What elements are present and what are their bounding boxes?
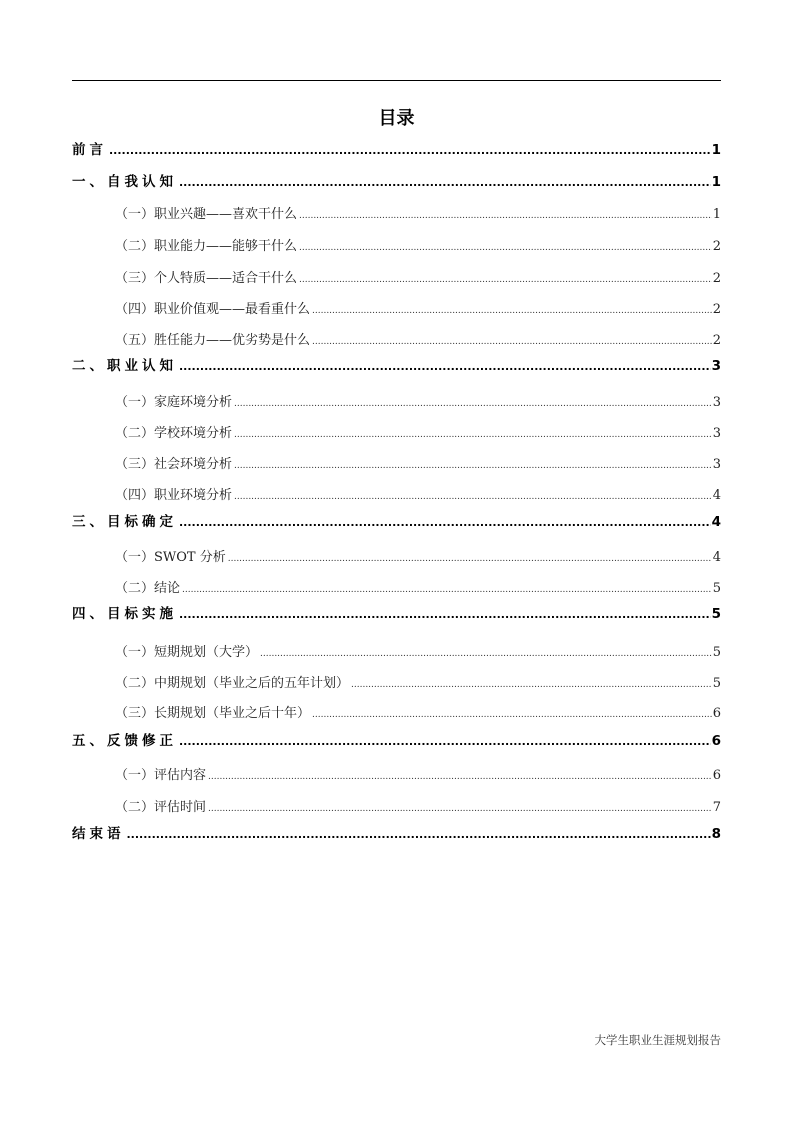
- toc-entry-page: 5: [712, 676, 721, 691]
- toc-entry-label: 五、反馈修正: [72, 733, 177, 749]
- toc-entry-label: （一）短期规划（大学）: [115, 645, 259, 660]
- dot-leader: [234, 487, 712, 506]
- toc-entry-label: （四）职业环境分析: [115, 488, 233, 503]
- toc-entry-label: （五）胜任能力——优劣势是什么: [115, 333, 311, 348]
- toc-entry-label: 二、职业认知: [72, 358, 177, 374]
- dot-leader: [312, 301, 712, 320]
- dot-leader: [109, 141, 711, 160]
- toc-entry[interactable]: [72, 140, 721, 160]
- dot-leader: [208, 799, 712, 818]
- toc-entry-label: （二）职业能力——能够干什么: [115, 239, 298, 254]
- toc-entry-label: （三）社会环境分析: [115, 457, 233, 472]
- toc-entry[interactable]: [115, 424, 721, 444]
- dot-leader: [234, 394, 712, 413]
- dot-leader: [179, 605, 711, 624]
- toc-entry-label: （二）结论: [115, 581, 181, 596]
- toc-entry-page: 6: [712, 706, 721, 721]
- dot-leader: [179, 732, 711, 751]
- toc-entry-page: 5: [712, 581, 721, 596]
- page-title: 目录: [378, 108, 415, 129]
- toc-entry-label: （三）个人特质——适合干什么: [115, 271, 298, 286]
- toc-entry-page: 1: [711, 142, 721, 158]
- toc-entry-label: （三）长期规划（毕业之后十年）: [115, 706, 311, 721]
- toc-entry-label: （二）评估时间: [115, 800, 207, 815]
- toc-entry-page: 1: [712, 207, 721, 222]
- toc-entry[interactable]: [115, 237, 721, 257]
- toc-entry-label: （一）家庭环境分析: [115, 395, 233, 410]
- toc-entry[interactable]: [115, 205, 721, 225]
- toc-entry-page: 2: [712, 239, 721, 254]
- toc-entry-page: 8: [711, 826, 721, 842]
- toc-entry-page: 3: [711, 358, 721, 374]
- toc-entry-label: 四、目标实施: [72, 606, 177, 622]
- toc-entry[interactable]: [72, 512, 721, 532]
- toc-entry-label: （二）学校环境分析: [115, 426, 233, 441]
- dot-leader: [260, 644, 712, 663]
- toc-entry-page: 2: [712, 333, 721, 348]
- toc-entry-label: 三、目标确定: [72, 514, 177, 530]
- toc-entry[interactable]: [115, 455, 721, 475]
- toc-entry-label: （一）职业兴趣——喜欢干什么: [115, 207, 298, 222]
- toc-entry[interactable]: [115, 643, 721, 663]
- toc-entry-page: 3: [712, 426, 721, 441]
- toc-entry[interactable]: [72, 824, 721, 844]
- dot-leader: [228, 549, 712, 568]
- toc-entry-label: （一）评估内容: [115, 768, 207, 783]
- toc-entry[interactable]: [72, 604, 721, 624]
- dot-leader: [351, 675, 712, 694]
- toc-entry[interactable]: [115, 674, 721, 694]
- toc-entry-label: 一、自我认知: [72, 174, 177, 190]
- dot-leader: [234, 425, 712, 444]
- toc-entry[interactable]: [115, 548, 721, 568]
- dot-leader: [179, 513, 711, 532]
- toc-entry[interactable]: [115, 766, 721, 786]
- page-footer: 大学生职业生涯规划报告: [594, 1033, 721, 1047]
- dot-leader: [299, 206, 712, 225]
- toc-entry-page: 4: [711, 514, 721, 530]
- dot-leader: [208, 767, 712, 786]
- toc-entry[interactable]: [72, 731, 721, 751]
- toc-entry-page: 2: [712, 302, 721, 317]
- toc-entry-page: 6: [712, 768, 721, 783]
- toc-entry[interactable]: [72, 356, 721, 376]
- toc-entry[interactable]: [115, 704, 721, 724]
- dot-leader: [127, 825, 711, 844]
- toc-entry[interactable]: [115, 579, 721, 599]
- toc-entry-page: 5: [712, 645, 721, 660]
- toc-entry-label: （一）SWOT 分析: [115, 550, 226, 565]
- dot-leader: [299, 270, 712, 289]
- dot-leader: [182, 580, 712, 599]
- toc-entry[interactable]: [115, 269, 721, 289]
- toc-entry-page: 4: [712, 488, 721, 503]
- toc-entry[interactable]: [115, 798, 721, 818]
- dot-leader: [299, 238, 712, 257]
- dot-leader: [312, 332, 712, 351]
- dot-leader: [179, 357, 711, 376]
- toc-entry-label: （四）职业价值观——最看重什么: [115, 302, 311, 317]
- toc-entry-page: 6: [711, 733, 721, 749]
- dot-leader: [312, 705, 712, 724]
- toc-entry[interactable]: [115, 486, 721, 506]
- toc-entry-page: 3: [712, 457, 721, 472]
- toc-entry-page: 4: [712, 550, 721, 565]
- toc-entry[interactable]: [115, 300, 721, 320]
- dot-leader: [179, 173, 711, 192]
- toc-entry-page: 5: [711, 606, 721, 622]
- toc-entry-page: 2: [712, 271, 721, 286]
- dot-leader: [234, 456, 712, 475]
- toc-entry-label: （二）中期规划（毕业之后的五年计划）: [115, 676, 350, 691]
- toc-entry[interactable]: [72, 172, 721, 192]
- toc-entry-label: 前言: [72, 142, 107, 158]
- header-rule: [72, 80, 721, 81]
- toc-entry-label: 结束语: [72, 826, 125, 842]
- toc-entry[interactable]: [115, 393, 721, 413]
- toc-entry[interactable]: [115, 331, 721, 351]
- toc-entry-page: 1: [711, 174, 721, 190]
- toc-entry-page: 3: [712, 395, 721, 410]
- toc-entry-page: 7: [712, 800, 721, 815]
